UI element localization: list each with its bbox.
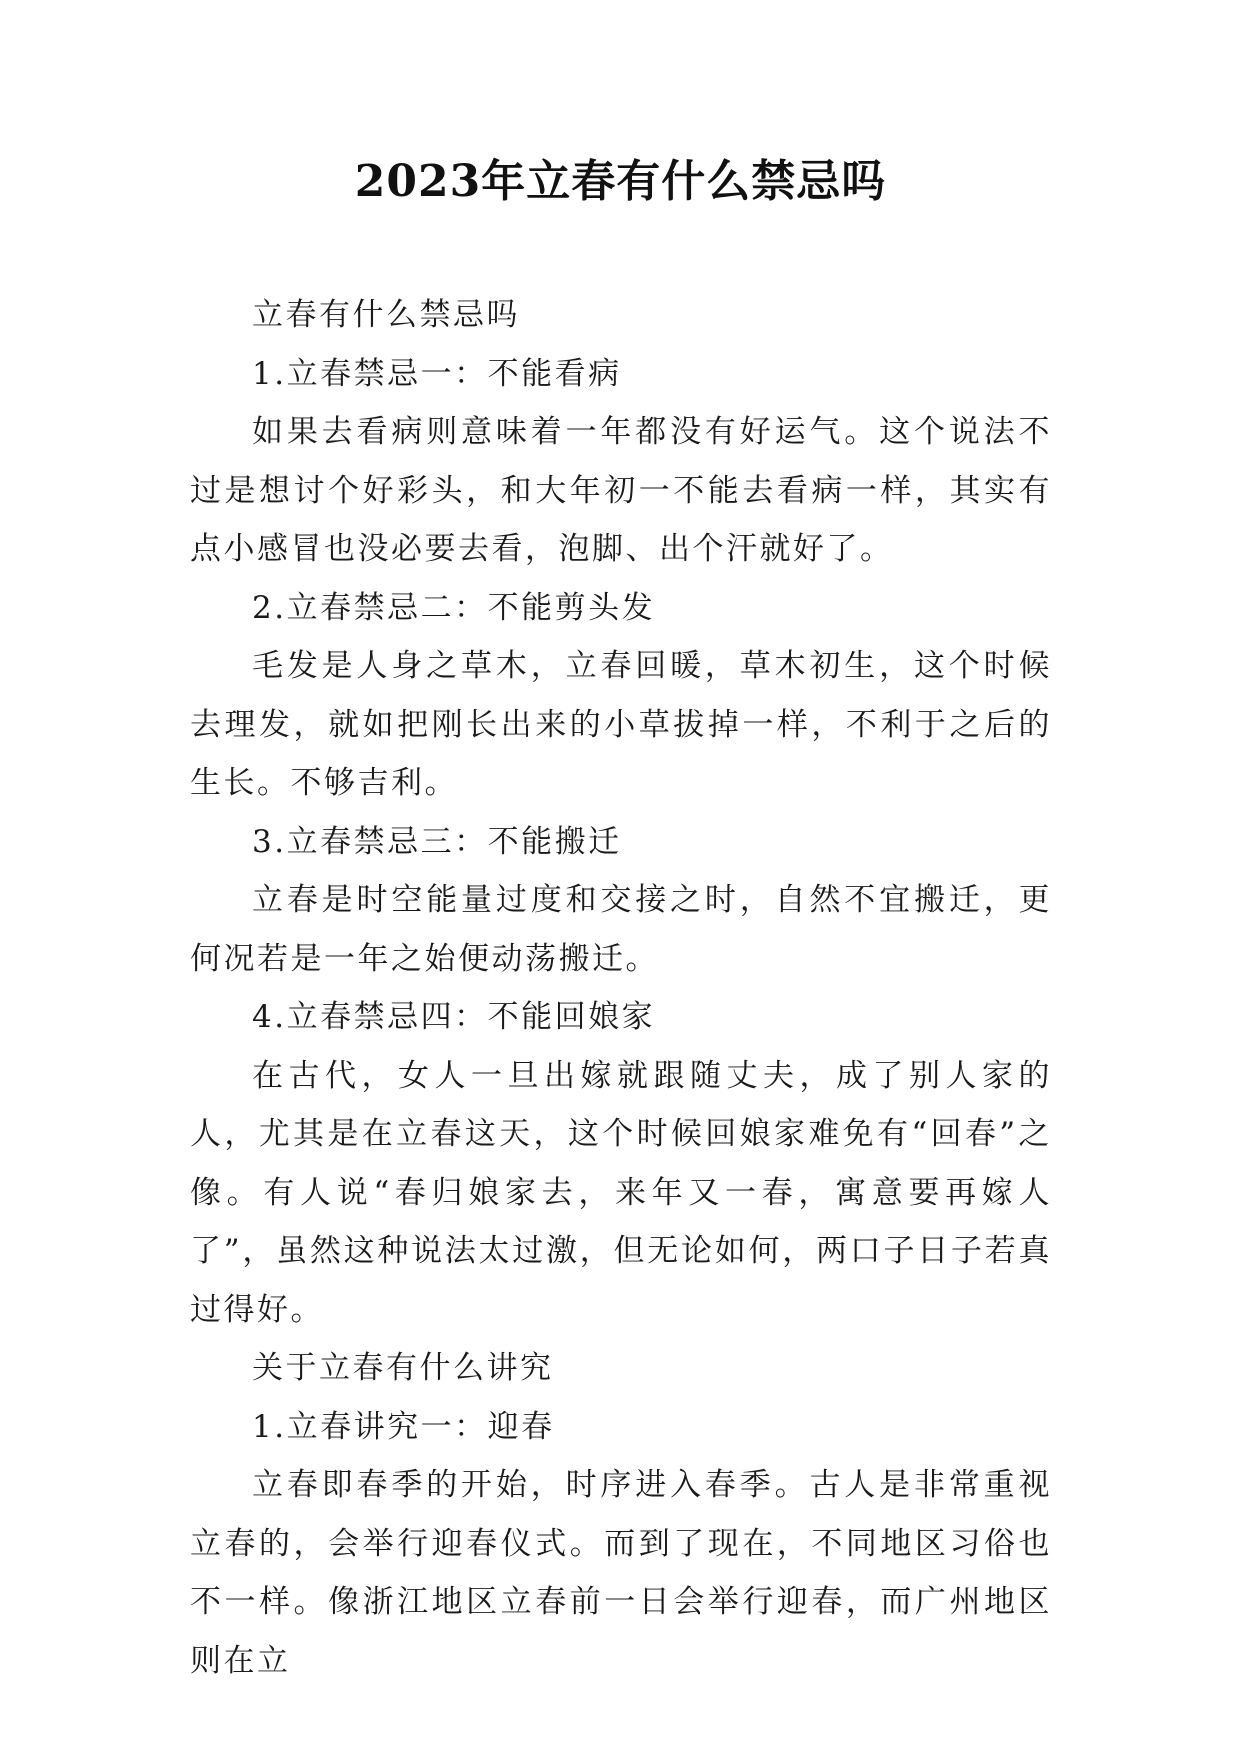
item-heading: 3.立春禁忌三：不能搬迁 (252, 823, 622, 860)
item-heading: 2.立春禁忌二：不能剪头发 (252, 589, 656, 626)
section-heading: 关于立春有什么讲究 (252, 1350, 554, 1386)
paragraph: 毛发是人身之草木，立春回暖，草木初生，这个时候去理发，就如把刚长出来的小草拔掉一样，不利于之后的生长。不够吉利。 (190, 648, 1052, 801)
item-heading: 1.立春讲究一：迎春 (252, 1408, 555, 1445)
item-heading: 1.立春禁忌一：不能看病 (252, 355, 622, 392)
paragraph: 在古代，女人一旦出嫁就跟随丈夫，成了别人家的人，尤其是在立春这天，这个时候回娘家难免有“回春”之像。有人说“春归娘家去，来年又一春，寓意要再嫁人了”，虽然这种说法太过激，但无论如何，两口子日子若真过得好。 (190, 1057, 1052, 1328)
document-body (190, 286, 1052, 1690)
item-heading: 4.立春禁忌四：不能回娘家 (252, 999, 656, 1035)
paragraph: 如果去看病则意味着一年都没有好运气。这个说法不过是想讨个好彩头，和大年初一不能去看病一样，其实有点小感冒也没必要去看，泡脚、出个汗就好了。 (190, 414, 1052, 567)
section-heading: 立春有什么禁忌吗 (252, 297, 520, 333)
paragraph: 立春是时空能量过度和交接之时，自然不宜搬迁，更何况若是一年之始便动荡搬迁。 (190, 882, 1052, 977)
document-title: 2023年立春有什么禁忌吗 (354, 156, 887, 207)
paragraph: 立春即春季的开始，时序进入春季。古人是非常重视立春的，会举行迎春仪式。而到了现在，不同地区习俗也不一样。像浙江地区立春前一日会举行迎春，而广州地区则在立 (190, 1467, 1052, 1679)
